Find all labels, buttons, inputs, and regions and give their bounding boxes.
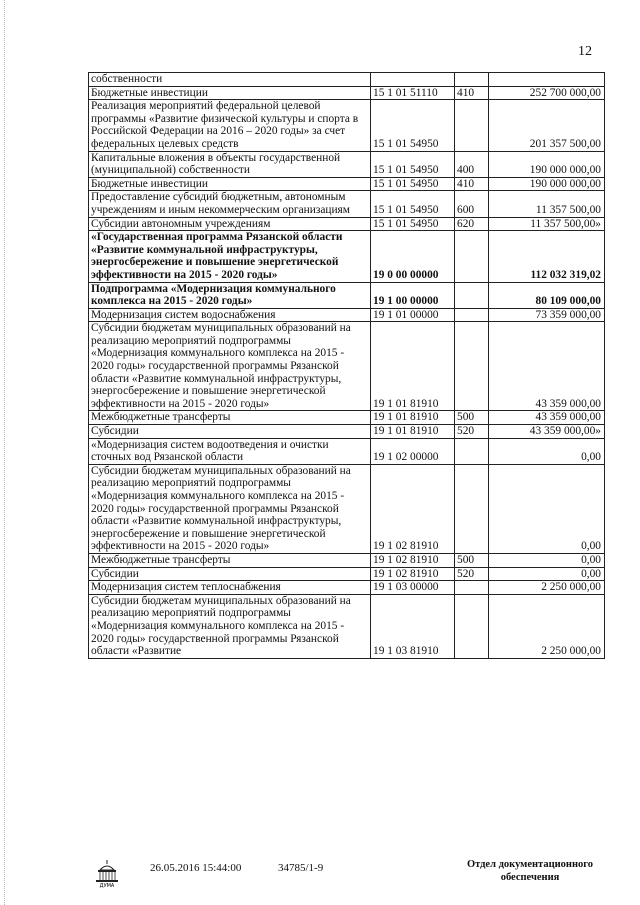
row-type: [455, 594, 489, 658]
budget-table: [88, 72, 605, 659]
row-name: Субсидии бюджетам муниципальных образований на реализацию мероприятий подпрограммы «Модернизация коммунального комплекса на 2015 - 2020 годы» государственной программы Рязанской области «Развитие коммунальной инфраструктуры, энергосбережение и повышение энергетической эффективности на 2015 - 2020 годы»: [89, 464, 371, 553]
row-type: 410: [455, 177, 489, 191]
row-sum: 43 359 000,00: [489, 322, 605, 411]
row-code: 19 0 00 00000: [371, 231, 455, 282]
row-name: «Государственная программа Рязанской области «Развитие коммунальной инфраструктуры, энергосбережение и повышение энергетической эффективности на 2015 - 2020 годы»: [89, 231, 371, 282]
row-code: 19 1 01 81910: [371, 425, 455, 439]
table-row: [89, 411, 605, 425]
row-code: 19 1 01 00000: [371, 308, 455, 322]
row-type: [455, 231, 489, 282]
row-sum: 190 000 000,00: [489, 177, 605, 191]
table-row: [89, 308, 605, 322]
department-label: Отдел документационного обеспечения: [466, 859, 594, 883]
row-name: Субсидии бюджетам муниципальных образований на реализацию мероприятий подпрограммы «Модернизация коммунального комплекса на 2015 - 2020 годы» государственной программы Рязанской области «Развитие коммунальной инфраструктуры, энергосбережение и повышение энергетической эффективности на 2015 - 2020 годы»: [89, 322, 371, 411]
row-code: [371, 73, 455, 87]
row-name: Бюджетные инвестиции: [89, 177, 371, 191]
row-type: [455, 100, 489, 151]
row-sum: 201 357 500,00: [489, 100, 605, 151]
row-name: Капитальные вложения в объекты государственной (муниципальной) собственности: [89, 151, 371, 177]
row-sum: 0,00: [489, 464, 605, 553]
row-sum: 11 357 500,00: [489, 191, 605, 217]
row-type: 520: [455, 567, 489, 581]
row-sum: 0,00: [489, 438, 605, 464]
row-sum: 2 250 000,00: [489, 581, 605, 595]
row-sum: 2 250 000,00: [489, 594, 605, 658]
row-code: 15 1 01 51110: [371, 86, 455, 100]
row-name: Подпрограмма «Модернизация коммунального комплекса на 2015 - 2020 годы»: [89, 282, 371, 308]
row-code: 19 1 01 81910: [371, 411, 455, 425]
row-type: [455, 438, 489, 464]
row-type: 600: [455, 191, 489, 217]
row-sum: 0,00: [489, 567, 605, 581]
row-sum: 11 357 500,00»: [489, 217, 605, 231]
table-row: [89, 231, 605, 282]
row-code: 15 1 01 54950: [371, 177, 455, 191]
stamp-timestamp: 26.05.2016 15:44:00: [150, 862, 242, 874]
row-sum: 43 359 000,00: [489, 411, 605, 425]
row-name: Модернизация систем теплоснабжения: [89, 581, 371, 595]
row-code: 19 1 03 00000: [371, 581, 455, 595]
table-row: [89, 567, 605, 581]
row-type: [455, 73, 489, 87]
row-name: собственности: [89, 73, 371, 87]
row-name: «Модернизация систем водоотведения и очистки сточных вод Рязанской области: [89, 438, 371, 464]
table-row: [89, 322, 605, 411]
row-code: 19 1 02 81910: [371, 464, 455, 553]
row-code: 15 1 01 54950: [371, 217, 455, 231]
table-row: [89, 282, 605, 308]
row-name: Субсидии бюджетам муниципальных образований на реализацию мероприятий подпрограммы «Модернизация коммунального комплекса на 2015 - 2020 годы» государственной программы Рязанской области «Развитие: [89, 594, 371, 658]
table-row: [89, 581, 605, 595]
row-code: 19 1 02 00000: [371, 438, 455, 464]
row-code: 19 1 02 81910: [371, 567, 455, 581]
table-row: [89, 177, 605, 191]
duma-logo-icon: [92, 858, 122, 888]
row-code: 19 1 02 81910: [371, 553, 455, 567]
row-code: 19 1 00 00000: [371, 282, 455, 308]
row-sum: 43 359 000,00»: [489, 425, 605, 439]
footer: [0, 858, 640, 898]
row-type: 620: [455, 217, 489, 231]
row-type: 520: [455, 425, 489, 439]
row-sum: 190 000 000,00: [489, 151, 605, 177]
table-row: [89, 191, 605, 217]
row-type: [455, 322, 489, 411]
row-sum: 80 109 000,00: [489, 282, 605, 308]
row-sum: 73 359 000,00: [489, 308, 605, 322]
table-row: [89, 594, 605, 658]
row-name: Субсидии автономным учреждениям: [89, 217, 371, 231]
table-row: [89, 464, 605, 553]
row-type: 410: [455, 86, 489, 100]
row-sum: 252 700 000,00: [489, 86, 605, 100]
table-row: [89, 86, 605, 100]
stamp-doc-code: 34785/1-9: [278, 862, 324, 874]
row-code: 15 1 01 54950: [371, 191, 455, 217]
table-row: [89, 100, 605, 151]
row-sum: 112 032 319,02: [489, 231, 605, 282]
row-type: 400: [455, 151, 489, 177]
row-type: [455, 282, 489, 308]
row-code: 19 1 01 81910: [371, 322, 455, 411]
table-row: [89, 151, 605, 177]
row-name: Субсидии: [89, 567, 371, 581]
row-type: [455, 308, 489, 322]
table-row: [89, 425, 605, 439]
row-name: Модернизация систем водоснабжения: [89, 308, 371, 322]
row-name: Субсидии: [89, 425, 371, 439]
row-type: 500: [455, 411, 489, 425]
table-row: [89, 553, 605, 567]
page-number: 12: [578, 44, 592, 59]
row-sum: [489, 73, 605, 87]
row-type: 500: [455, 553, 489, 567]
row-type: [455, 581, 489, 595]
table-row: [89, 73, 605, 87]
row-name: Межбюджетные трансферты: [89, 411, 371, 425]
table-row: [89, 217, 605, 231]
row-name: Реализация мероприятий федеральной целевой программы «Развитие физической культуры и спорта в Российской Федерации на 2016 – 2020 годы» за счет федеральных целевых средств: [89, 100, 371, 151]
row-code: 15 1 01 54950: [371, 100, 455, 151]
row-name: Межбюджетные трансферты: [89, 553, 371, 567]
row-code: 15 1 01 54950: [371, 151, 455, 177]
binding-edge: [4, 0, 7, 905]
row-type: [455, 464, 489, 553]
row-name: Бюджетные инвестиции: [89, 86, 371, 100]
table-row: [89, 438, 605, 464]
svg-text:ДУМА: ДУМА: [99, 883, 115, 888]
row-code: 19 1 03 81910: [371, 594, 455, 658]
row-name: Предоставление субсидий бюджетным, автономным учреждениям и иным некоммерческим организациям: [89, 191, 371, 217]
row-sum: 0,00: [489, 553, 605, 567]
